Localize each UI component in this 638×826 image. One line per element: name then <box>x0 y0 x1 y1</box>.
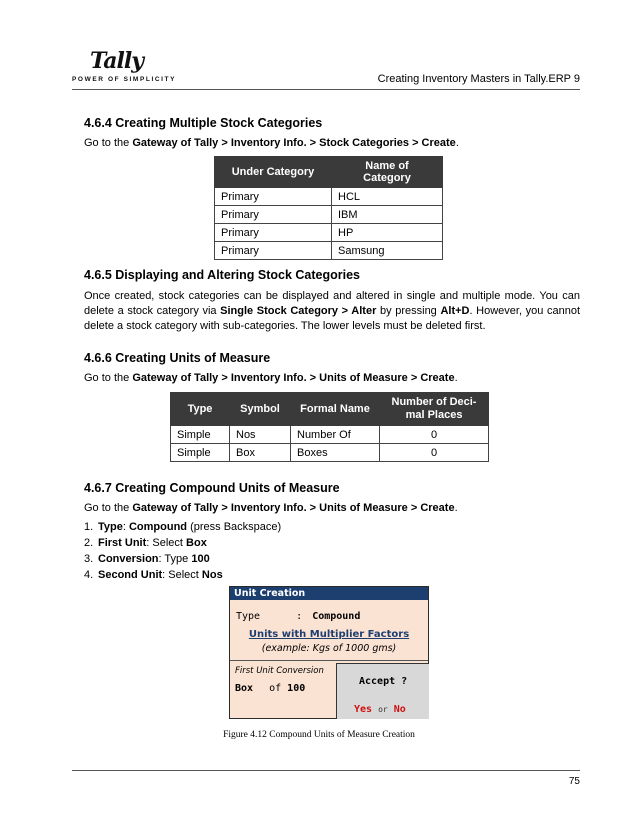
column-header: Number of Deci-mal Places <box>380 393 489 426</box>
type-value: Compound <box>312 611 361 622</box>
yes-no-choice: Yes or No <box>354 704 406 715</box>
goto-instruction: Go to the Gateway of Tally > Inventory Info. > Units of Measure > Create. <box>84 502 458 514</box>
column-header: Name of Category <box>332 157 443 188</box>
goto-instruction: Go to the Gateway of Tally > Inventory Info. > Stock Categories > Create. <box>84 137 459 149</box>
table-cell: Primary <box>215 188 332 206</box>
table-cell: Samsung <box>332 242 443 260</box>
table-cell: Boxes <box>291 444 380 462</box>
table-cell: Box <box>230 444 291 462</box>
figure-caption: Figure 4.12 Compound Units of Measure Creation <box>223 730 415 740</box>
column-header: Type <box>171 393 230 426</box>
table-cell: HCL <box>332 188 443 206</box>
table-cell: HP <box>332 224 443 242</box>
units-of-measure-table <box>170 392 489 462</box>
divider <box>230 660 428 661</box>
accept-label: Accept ? <box>359 676 408 687</box>
table-cell: Number Of <box>291 426 380 444</box>
table-row <box>171 426 489 444</box>
column-header: Under Category <box>215 157 332 188</box>
table-cell: 0 <box>380 426 489 444</box>
type-label: Type <box>236 611 261 622</box>
table-cell: Nos <box>230 426 291 444</box>
column-header: Formal Name <box>291 393 380 426</box>
subtitle: Units with Multiplier Factors <box>248 629 410 640</box>
table-cell: IBM <box>332 206 443 224</box>
table-cell: 0 <box>380 444 489 462</box>
page-number: 75 <box>568 776 580 787</box>
example-text: (example: Kgs of 1000 gms) <box>261 643 397 654</box>
tally-logo: Tally <box>90 48 144 74</box>
running-header-title: Creating Inventory Masters in Tally.ERP 9 <box>377 73 580 85</box>
accept-dialog <box>336 663 429 719</box>
yes-option[interactable]: Yes <box>354 704 373 715</box>
column-header: Symbol <box>230 393 291 426</box>
table-cell: Primary <box>215 224 332 242</box>
list-item: 1. Type: Compound (press Backspace) <box>84 521 282 533</box>
logo-tagline: POWER OF SIMPLICITY <box>72 76 177 83</box>
list-item: 2. First Unit: Select Box <box>84 537 207 549</box>
type-field[interactable]: Type : Compound <box>236 611 361 622</box>
goto-instruction: Go to the Gateway of Tally > Inventory Info. > Units of Measure > Create. <box>84 372 458 384</box>
steps-list <box>84 519 281 583</box>
footer-divider <box>72 770 580 771</box>
table-cell: Primary <box>215 242 332 260</box>
table-row <box>215 224 443 242</box>
list-item: 4. Second Unit: Select Nos <box>84 569 223 581</box>
conversion-label: First Unit Conversion <box>235 666 324 676</box>
stock-categories-table <box>214 156 443 260</box>
no-option[interactable]: No <box>393 704 406 715</box>
table-cell: Simple <box>171 444 230 462</box>
table-row <box>171 444 489 462</box>
table-row <box>215 242 443 260</box>
unit-creation-screen <box>229 586 429 719</box>
conversion-field[interactable]: Box of 100 <box>235 683 306 694</box>
window-title: Unit Creation <box>230 587 428 600</box>
list-item: 3. Conversion: Type 100 <box>84 553 210 565</box>
section-heading-4-6-4: 4.6.4 Creating Multiple Stock Categories <box>84 116 323 130</box>
table-cell: Simple <box>171 426 230 444</box>
paragraph-stock-category-alter: Once created, stock categories can be displayed and altered in single and multiple mode. You can delete a stock category via Single Stock Category > Alter by pressing Alt+D. However, you cannot delete a stock category with sub-categories. The lower levels must be deleted first. <box>84 290 581 332</box>
section-heading-4-6-6: 4.6.6 Creating Units of Measure <box>84 351 271 365</box>
section-heading-4-6-5: 4.6.5 Displaying and Altering Stock Categories <box>84 268 361 282</box>
table-cell: Primary <box>215 206 332 224</box>
header-divider <box>72 89 580 90</box>
section-heading-4-6-7: 4.6.7 Creating Compound Units of Measure <box>84 481 340 495</box>
table-row <box>215 206 443 224</box>
table-row <box>215 188 443 206</box>
